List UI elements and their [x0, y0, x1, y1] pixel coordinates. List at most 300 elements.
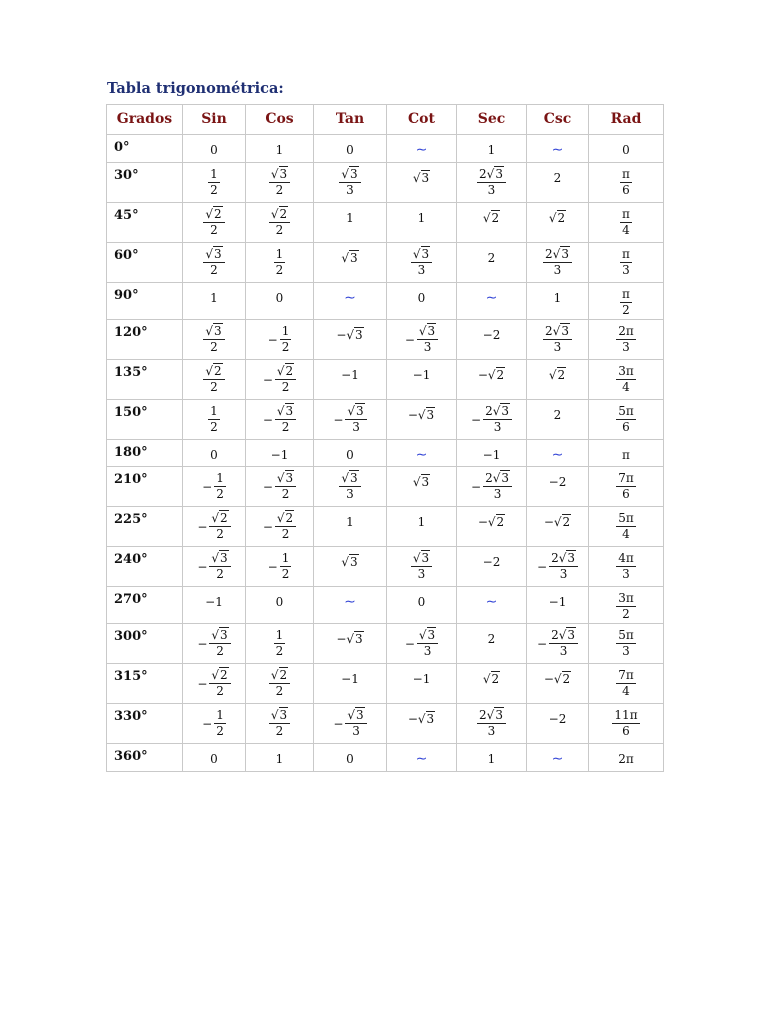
- value-part: 0: [275, 291, 284, 305]
- sqrt: [271, 667, 288, 682]
- csc-cell: [527, 440, 589, 467]
- value-part: [488, 514, 505, 529]
- numerator: 5π: [618, 511, 634, 525]
- cot-cell: [387, 467, 457, 507]
- sqrt: [553, 246, 570, 261]
- value-part: 2: [487, 632, 496, 646]
- csc-cell: [527, 547, 589, 587]
- value-text: −√2: [477, 368, 505, 382]
- value-part: [346, 631, 363, 646]
- sec-cell: [457, 704, 527, 744]
- sin-cell: [183, 744, 246, 772]
- value-text: [618, 752, 634, 766]
- csc-cell: [527, 704, 589, 744]
- header-cos: Cos: [246, 105, 314, 135]
- tan-cell: [314, 507, 387, 547]
- minus-sign: −: [471, 479, 482, 494]
- value-part: 1: [351, 368, 359, 382]
- csc-cell: [527, 664, 589, 704]
- fraction: [537, 628, 578, 659]
- sin-cell: [183, 440, 246, 467]
- denominator: 3: [622, 340, 630, 354]
- numerator: [269, 708, 290, 724]
- value-text: [418, 291, 426, 305]
- numerator: [275, 511, 296, 527]
- value-part: [341, 250, 358, 265]
- cot-cell: [387, 587, 457, 624]
- cot-cell: [387, 624, 457, 664]
- sqrt: [347, 707, 364, 722]
- sqrt: [346, 327, 363, 342]
- sqrt: [483, 671, 500, 686]
- numerator: [339, 167, 360, 183]
- value-part: 0: [210, 143, 218, 157]
- fraction: [269, 207, 290, 238]
- fraction-body: [209, 551, 230, 582]
- value-part: 1: [422, 368, 431, 382]
- numerator: [269, 207, 290, 223]
- fraction: [620, 247, 632, 278]
- denominator: 3: [417, 263, 426, 277]
- fraction: [616, 591, 636, 622]
- numerator: 1: [216, 708, 224, 722]
- cos-cell: [246, 547, 314, 587]
- minus-sign: −: [197, 519, 208, 534]
- sqrt: [277, 470, 294, 485]
- sqrt-sign: √: [412, 171, 421, 185]
- numerator: [203, 364, 224, 380]
- value-part: [549, 210, 566, 225]
- cot-cell: [387, 320, 457, 360]
- infinity-symbol: ∼: [344, 290, 356, 306]
- table-body: [107, 135, 664, 772]
- value-text: [549, 210, 566, 225]
- cot-cell: [387, 135, 457, 163]
- value-part: [418, 407, 435, 422]
- numerator: 1: [281, 324, 290, 338]
- sqrt-radicand: 3: [427, 324, 436, 338]
- value-part: [413, 474, 430, 489]
- sec-cell: [457, 135, 527, 163]
- sqrt-radicand: 3: [350, 555, 358, 569]
- numerator: 2π: [618, 324, 634, 338]
- tan-cell: [314, 320, 387, 360]
- sqrt-sign: √: [487, 515, 496, 529]
- fraction: [263, 364, 296, 395]
- value-text: [276, 291, 284, 305]
- fraction: [203, 324, 224, 355]
- minus-sign: −: [333, 412, 344, 427]
- fraction-body: [209, 628, 230, 659]
- numerator: 2√3: [549, 551, 578, 567]
- cos-cell: [246, 400, 314, 440]
- value-text: −√3: [336, 328, 363, 342]
- cos-cell: [246, 587, 314, 624]
- denominator: 3: [622, 644, 630, 658]
- fraction: [268, 551, 292, 582]
- sqrt: [487, 707, 504, 722]
- fraction: [202, 708, 226, 739]
- numerator: [275, 404, 296, 420]
- numerator: 2√3: [543, 247, 572, 263]
- tan-cell: [314, 400, 387, 440]
- numerator: 3π: [618, 364, 634, 378]
- denominator: 2: [281, 527, 290, 541]
- sqrt: [271, 206, 288, 221]
- fraction-body: [483, 471, 512, 502]
- header-tan: Tan: [314, 105, 387, 135]
- sqrt: [493, 403, 510, 418]
- fraction: [616, 668, 636, 699]
- table-row: [107, 360, 664, 400]
- infinity-symbol: ∼: [415, 751, 428, 767]
- sec-cell: [457, 360, 527, 400]
- degree-cell: 300°: [107, 624, 183, 664]
- fraction-body: [620, 287, 632, 318]
- value-part: [413, 170, 430, 185]
- sqrt-radicand: 3: [279, 167, 288, 181]
- numerator: 2√3: [483, 404, 512, 420]
- fraction-body: [616, 551, 636, 582]
- value-text: [488, 143, 496, 157]
- value-text: [341, 250, 358, 265]
- fraction-body: [339, 167, 360, 198]
- csc-cell: [527, 203, 589, 243]
- fraction-body: [203, 364, 224, 395]
- denominator: 2: [216, 567, 224, 581]
- degree-cell: 90°: [107, 283, 183, 320]
- header-sin: Sin: [183, 105, 246, 135]
- sin-cell: [183, 664, 246, 704]
- sqrt: [549, 210, 566, 225]
- numerator: 2√3: [543, 324, 572, 340]
- sqrt-radicand: 3: [421, 475, 430, 489]
- degree-cell: 315°: [107, 664, 183, 704]
- table-row: [107, 320, 664, 360]
- fraction: [197, 511, 230, 542]
- value-text: [276, 595, 284, 609]
- sqrt-radicand: 3: [421, 551, 430, 565]
- sqrt-sign: √: [487, 368, 496, 382]
- sqrt-sign: √: [341, 471, 349, 485]
- table-row: [107, 243, 664, 283]
- fraction: [269, 708, 290, 739]
- sqrt-sign: √: [341, 167, 349, 181]
- fraction: [616, 471, 636, 502]
- fraction: [339, 471, 360, 502]
- fraction-body: [269, 167, 290, 198]
- sec-cell: [457, 320, 527, 360]
- sqrt-sign: √: [486, 708, 495, 722]
- sin-cell: [183, 320, 246, 360]
- sin-cell: [183, 135, 246, 163]
- sqrt-sign: √: [418, 628, 427, 642]
- csc-cell: [527, 587, 589, 624]
- minus-sign: −: [262, 372, 273, 387]
- value-text: [554, 408, 562, 422]
- sqrt: [211, 667, 228, 682]
- fraction-body: [203, 247, 224, 278]
- minus-sign: −: [267, 332, 278, 347]
- fraction: [616, 364, 636, 395]
- sqrt: [341, 554, 358, 569]
- csc-cell: [527, 135, 589, 163]
- sqrt: [488, 514, 505, 529]
- denominator: 6: [622, 420, 630, 434]
- value-part: [488, 367, 505, 382]
- denominator: 3: [622, 567, 630, 581]
- sqrt: [341, 250, 358, 265]
- fraction: [471, 404, 512, 435]
- sqrt-radicand: 2: [496, 368, 505, 382]
- value-part: 2: [553, 171, 562, 185]
- rad-cell: [589, 400, 664, 440]
- numerator: [345, 708, 366, 724]
- sqrt: [271, 707, 288, 722]
- fraction-body: [339, 471, 360, 502]
- fraction: [612, 708, 639, 739]
- denominator: 2: [210, 223, 218, 237]
- fraction: [203, 207, 224, 238]
- sqrt-sign: √: [553, 672, 562, 686]
- sqrt-radicand: 2: [491, 672, 500, 686]
- fraction-body: [616, 364, 636, 395]
- value-part: 1: [487, 752, 496, 766]
- sqrt-radicand: 3: [421, 247, 430, 261]
- fraction: [411, 247, 432, 278]
- denominator: 3: [553, 263, 562, 277]
- fraction: [203, 247, 224, 278]
- cot-cell: [387, 704, 457, 744]
- sqrt: [205, 246, 222, 261]
- sqrt: [413, 474, 430, 489]
- fraction-body: [543, 324, 572, 355]
- table-row: [107, 203, 664, 243]
- denominator: 2: [210, 340, 218, 354]
- tan-cell: [314, 163, 387, 203]
- value-part: [483, 210, 500, 225]
- fraction: [269, 167, 290, 198]
- fraction: [269, 668, 290, 699]
- value-part: 1: [351, 672, 359, 686]
- fraction: [268, 324, 292, 355]
- denominator: 3: [346, 183, 354, 197]
- numerator: 11π: [614, 708, 638, 722]
- value-text: [483, 671, 500, 686]
- denominator: 3: [559, 644, 568, 658]
- fraction-body: [411, 247, 432, 278]
- value-text: −√2: [543, 672, 571, 686]
- cos-cell: [246, 283, 314, 320]
- fraction: [208, 167, 220, 198]
- numerator: 7π: [618, 471, 634, 485]
- numerator: 1: [275, 628, 284, 642]
- value-text: [554, 291, 562, 305]
- denominator: 3: [352, 724, 360, 738]
- fraction-body: [620, 247, 632, 278]
- minus-sign: −: [197, 559, 208, 574]
- value-text: [554, 171, 562, 185]
- fraction: [471, 471, 512, 502]
- fraction-body: [616, 511, 636, 542]
- minus-sign: −: [202, 479, 213, 494]
- denominator: 2: [216, 684, 224, 698]
- denominator: 2: [216, 527, 224, 541]
- fraction-body: [616, 404, 636, 435]
- fraction: [616, 628, 636, 659]
- tan-cell: [314, 440, 387, 467]
- sqrt: [211, 550, 228, 565]
- numerator: [345, 404, 366, 420]
- sqrt: [553, 323, 570, 338]
- sec-cell: [457, 547, 527, 587]
- value-text: [210, 291, 218, 305]
- fraction: [263, 471, 296, 502]
- cot-cell: [387, 744, 457, 772]
- value-part: 1: [275, 143, 284, 157]
- value-text: −1: [270, 448, 289, 462]
- fraction: [197, 551, 230, 582]
- denominator: 2: [275, 684, 284, 698]
- fraction: [616, 404, 636, 435]
- numerator: 1: [275, 247, 284, 261]
- value-part: 0: [275, 595, 284, 609]
- cot-cell: [387, 664, 457, 704]
- numerator: 5π: [618, 628, 634, 642]
- value-part: [341, 554, 358, 569]
- fraction: [477, 708, 506, 739]
- value-part: 0: [346, 448, 354, 462]
- value-part: 0: [417, 595, 426, 609]
- fraction-body: [477, 708, 506, 739]
- sec-cell: [457, 283, 527, 320]
- sqrt: [413, 550, 430, 565]
- cos-cell: [246, 203, 314, 243]
- tan-cell: [314, 135, 387, 163]
- csc-cell: [527, 467, 589, 507]
- sqrt-sign: √: [270, 207, 279, 221]
- header-cot: Cot: [387, 105, 457, 135]
- value-part: 2: [487, 251, 496, 265]
- denominator: 2: [281, 340, 290, 354]
- tan-cell: [314, 360, 387, 400]
- tan-cell: [314, 243, 387, 283]
- numerator: 1: [210, 167, 218, 181]
- denominator: 3: [417, 567, 426, 581]
- value-part: 0: [346, 143, 354, 157]
- sqrt: [419, 323, 436, 338]
- fraction-body: [275, 511, 296, 542]
- sqrt-sign: √: [552, 324, 561, 338]
- numerator: [203, 324, 224, 340]
- rad-cell: [589, 360, 664, 400]
- tan-cell: [314, 664, 387, 704]
- denominator: 2: [281, 380, 290, 394]
- fraction-body: [549, 551, 578, 582]
- cos-cell: [246, 360, 314, 400]
- sqrt-sign: √: [341, 251, 349, 265]
- table-row: [107, 163, 664, 203]
- value-text: −2: [548, 475, 567, 489]
- sqrt-sign: √: [211, 668, 220, 682]
- denominator: 6: [622, 724, 630, 738]
- sqrt-sign: √: [276, 471, 285, 485]
- sqrt: [205, 363, 222, 378]
- degree-cell: 60°: [107, 243, 183, 283]
- cos-cell: [246, 624, 314, 664]
- sqrt-radicand: 3: [427, 628, 436, 642]
- sqrt: [341, 166, 358, 181]
- sqrt-sign: √: [417, 712, 426, 726]
- sqrt: [413, 170, 430, 185]
- fraction-body: [209, 668, 230, 699]
- value-text: [418, 211, 426, 225]
- fraction-body: [612, 708, 639, 739]
- fraction: [197, 668, 230, 699]
- sqrt-radicand: 2: [562, 672, 571, 686]
- sqrt-sign: √: [553, 515, 562, 529]
- sqrt-radicand: 3: [501, 404, 509, 418]
- fraction: [333, 708, 366, 739]
- fraction-body: [275, 364, 296, 395]
- table-row: [107, 744, 664, 772]
- value-text: [418, 515, 426, 529]
- trig-table: [106, 104, 664, 772]
- value-text: [413, 474, 430, 489]
- sin-cell: [183, 547, 246, 587]
- minus-sign: −: [404, 332, 415, 347]
- sqrt-radicand: 2: [214, 364, 222, 378]
- value-part: 1: [558, 595, 567, 609]
- fraction: [616, 511, 636, 542]
- rad-cell: [589, 320, 664, 360]
- cos-cell: [246, 744, 314, 772]
- header-csc: Csc: [527, 105, 589, 135]
- rad-cell: [589, 624, 664, 664]
- sin-cell: [183, 360, 246, 400]
- denominator: 2: [622, 607, 630, 621]
- sqrt-sign: √: [492, 404, 501, 418]
- header-sec: Sec: [457, 105, 527, 135]
- fraction-body: [208, 404, 220, 435]
- value-text: −2: [482, 555, 501, 569]
- cos-cell: [246, 440, 314, 467]
- csc-cell: [527, 744, 589, 772]
- table-row: [107, 440, 664, 467]
- sin-cell: [183, 467, 246, 507]
- value-text: −√2: [543, 515, 571, 529]
- fraction-body: [345, 404, 366, 435]
- sqrt-radicand: 3: [350, 251, 358, 265]
- value-text: −1: [412, 368, 431, 382]
- numerator: 2√3: [549, 628, 578, 644]
- sin-cell: [183, 400, 246, 440]
- numerator: π: [622, 247, 630, 261]
- sqrt-sign: √: [558, 628, 567, 642]
- fraction-body: [203, 324, 224, 355]
- numerator: 7π: [618, 668, 634, 682]
- fraction-body: [616, 324, 636, 355]
- denominator: 2: [622, 303, 630, 317]
- minus-sign: −: [537, 636, 548, 651]
- sqrt-radicand: 3: [356, 708, 364, 722]
- sqrt-radicand: 2: [491, 211, 500, 225]
- fraction: [333, 404, 366, 435]
- table-row: [107, 547, 664, 587]
- sqrt-sign: √: [276, 511, 285, 525]
- sqrt-radicand: 3: [495, 708, 503, 722]
- fraction: [477, 167, 506, 198]
